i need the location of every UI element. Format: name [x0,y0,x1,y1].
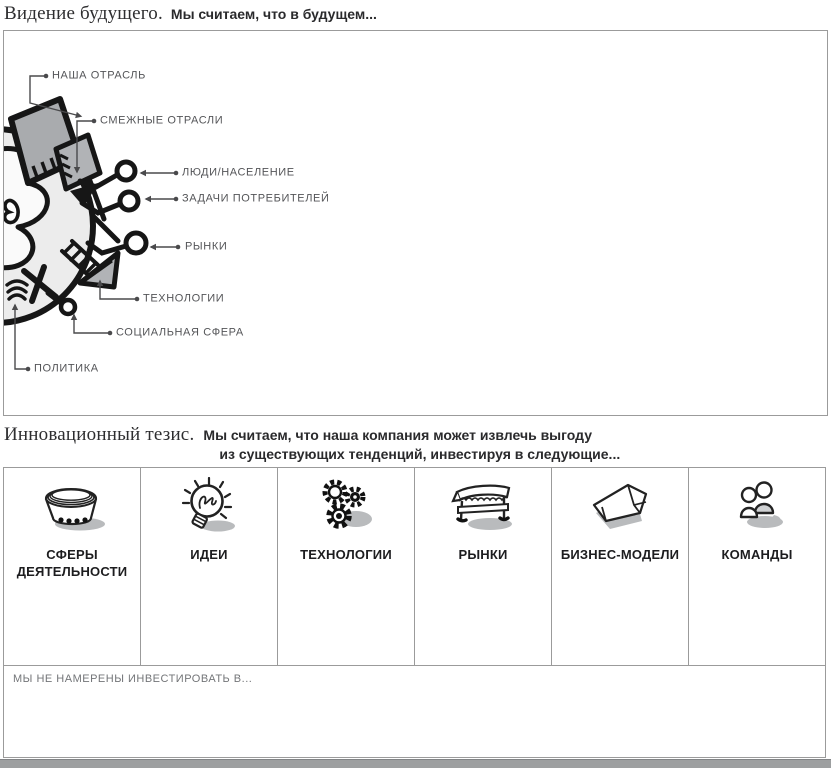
column-cell-technologies [278,468,415,665]
thesis-subtitle-line1: Мы считаем, что наша компания может извлечь выгоду [203,427,592,443]
figure-head-1 [117,162,135,180]
callout-label-consumer-tasks: ЗАДАЧИ ПОТРЕБИТЕЛЕЙ [182,192,330,205]
thesis-subtitle [203,426,620,464]
lightbulb-icon [171,477,247,535]
column-label-business-models: БИЗНЕС-МОДЕЛИ [560,547,680,562]
callout-label-technologies: ТЕХНОЛОГИИ [143,292,225,305]
thesis-subtitle-line2: из существующих тенденций, инвестируя в следующие... [219,446,621,462]
folded-map-icon [582,477,658,535]
gears-icon [308,477,384,535]
vision-section-header [4,3,377,25]
thesis-section-header [4,424,620,464]
thesis-columns-row [4,468,825,666]
no-invest-note: МЫ НЕ НАМЕРЕНЫ ИНВЕСТИРОВАТЬ В... [13,673,253,685]
callout-label-politics: ПОЛИТИКА [34,362,99,375]
market-stall-icon [445,477,521,535]
callout-label-adjacent-industries: СМЕЖНЫЕ ОТРАСЛИ [100,114,224,127]
column-label-markets: РЫНКИ [458,547,508,562]
people-icon [719,477,795,535]
thesis-table [3,467,826,758]
column-label-teams: КОМАНДЫ [721,547,793,562]
arena-icon [34,477,110,535]
column-cell-arenas [4,468,141,665]
column-label-arenas: СФЕРЫ ДЕЯТЕЛЬНОСТИ [16,547,128,579]
column-cell-business-models [552,468,689,665]
callout-label-markets: РЫНКИ [185,240,228,253]
column-cell-ideas [141,468,278,665]
callout-label-our-industry: НАША ОТРАСЛЬ [52,69,146,82]
callout-label-people-population: ЛЮДИ/НАСЕЛЕНИЕ [182,166,295,179]
thesis-title: Инновационный тезис. [4,424,195,445]
column-label-ideas: ИДЕИ [190,547,228,562]
continent-lake-shape [5,200,18,222]
column-cell-markets [415,468,552,665]
column-label-technologies: ТЕХНОЛОГИИ [300,547,392,562]
vision-title: Видение будущего. [4,3,163,24]
figure-head-3 [126,233,146,253]
column-cell-teams [689,468,825,665]
figure-head-2 [120,192,138,210]
page-bottom-bar [0,759,831,768]
vision-canvas-box [3,30,828,416]
globe-sketch-illustration [4,31,827,415]
social-sphere-loop [61,300,75,314]
callout-label-social-sphere: СОЦИАЛЬНАЯ СФЕРА [116,326,244,339]
vision-subtitle: Мы считаем, что в будущем... [170,6,377,22]
